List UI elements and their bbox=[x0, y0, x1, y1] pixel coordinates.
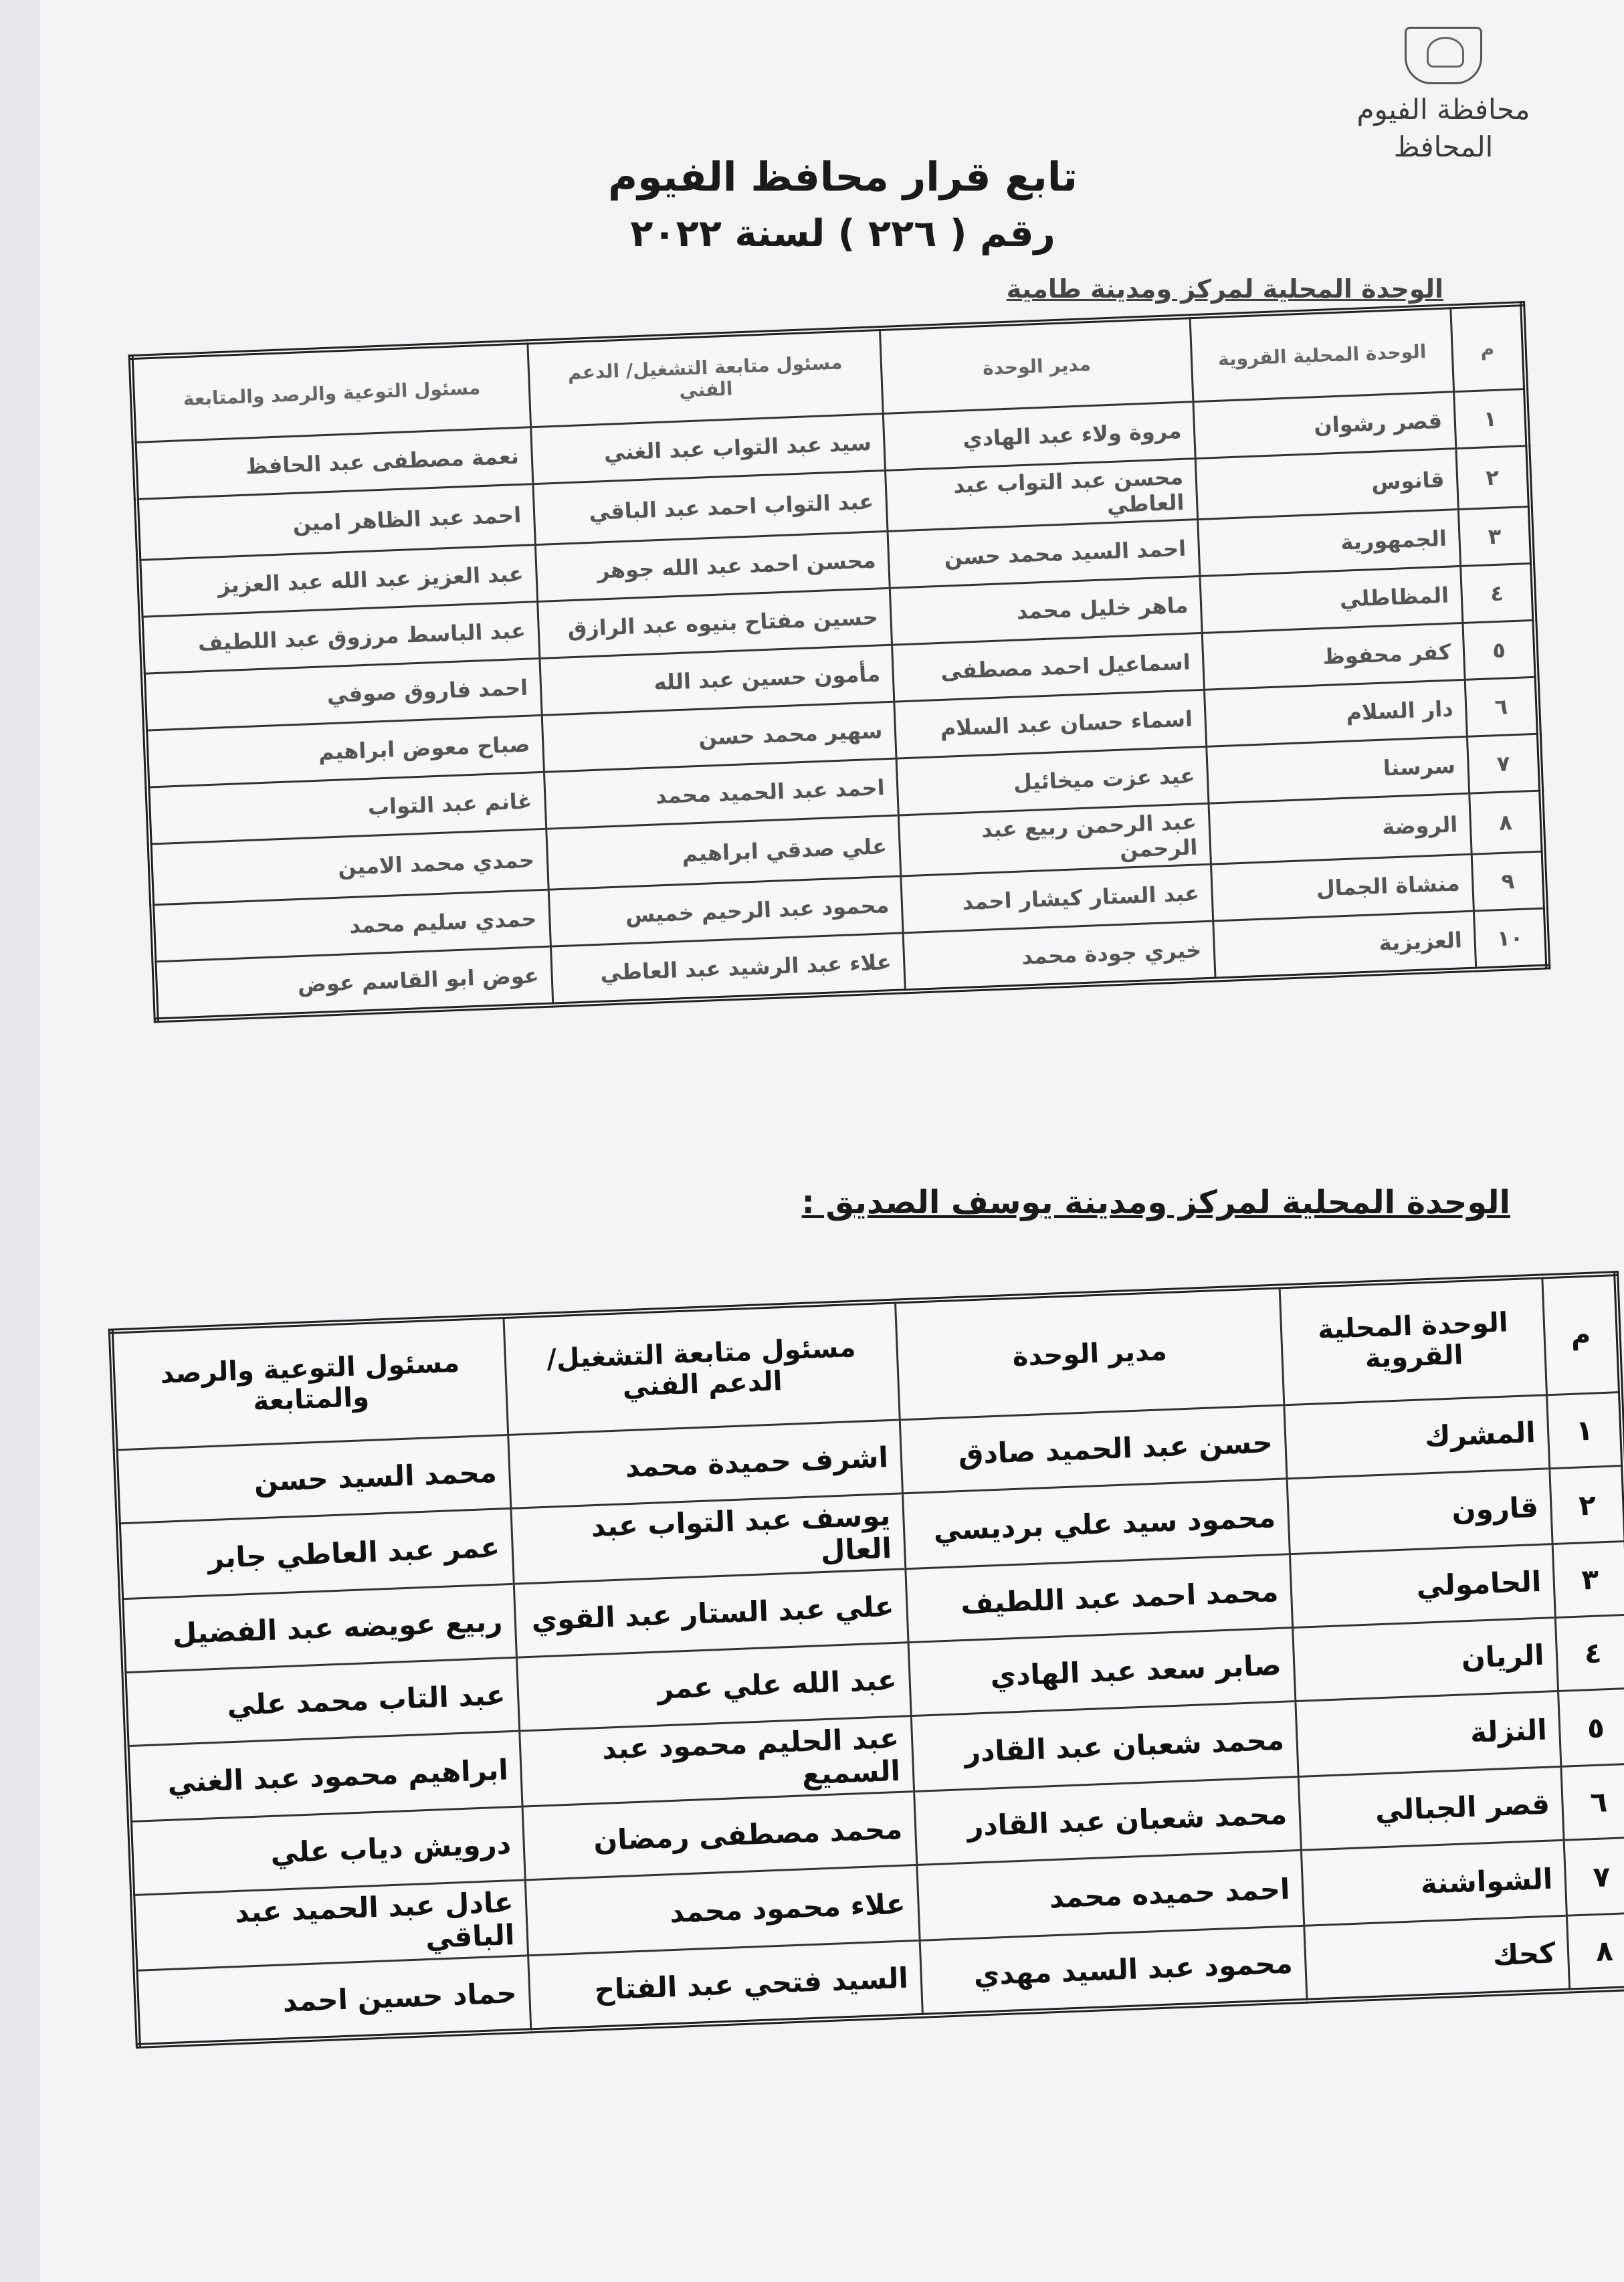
operation-officer-name: علاء محمود محمد bbox=[526, 1865, 920, 1955]
village-unit-name: قصر رشوان bbox=[1193, 392, 1456, 459]
operation-officer-name: سيد عبد التواب عبد الغني bbox=[531, 413, 886, 484]
letterhead bbox=[1310, 27, 1577, 181]
awareness-officer-name: عبد التاب محمد علي bbox=[124, 1657, 520, 1746]
unit-manager-name: مروة ولاء عبد الهادي bbox=[884, 402, 1196, 471]
table-body bbox=[116, 1392, 1624, 2046]
awareness-officer-name: حمدي سليم محمد bbox=[152, 890, 550, 962]
awareness-officer-name: عبد الباسط مرزوق عبد اللطيف bbox=[141, 602, 540, 674]
row-number: ٦ bbox=[1561, 1764, 1624, 1840]
village-unit-name: دار السلام bbox=[1205, 680, 1467, 746]
operation-officer-name: عبد الله علي عمر bbox=[517, 1643, 911, 1731]
col-awareness-header: مسئول التوعية والرصد والمتابعة bbox=[131, 342, 531, 442]
unit-manager-name: عيد عزت ميخائيل bbox=[896, 746, 1209, 815]
village-unit-name: الروضة bbox=[1209, 793, 1471, 864]
operation-officer-name: اشرف حميدة محمد bbox=[508, 1420, 902, 1508]
unit-manager-name: صابر سعد عبد الهادي bbox=[908, 1628, 1296, 1716]
operation-officer-name: سهير محمد حسن bbox=[542, 702, 896, 772]
row-number: ٥ bbox=[1463, 620, 1536, 680]
unit-manager-name: محمد شعبان عبد القادر bbox=[914, 1776, 1301, 1865]
operation-officer-name: علي صدقي ابراهيم bbox=[546, 815, 901, 890]
village-unit-name: العزيزية bbox=[1213, 911, 1476, 979]
awareness-officer-name: احمد عبد الظاهر امين bbox=[136, 484, 536, 560]
operation-officer-name: السيد فتحي عبد الفتاح bbox=[528, 1940, 922, 2031]
village-unit-name: منشاة الجمال bbox=[1211, 854, 1474, 921]
unit-manager-name: احمد حميده محمد bbox=[917, 1850, 1304, 1940]
row-number: ٥ bbox=[1558, 1688, 1624, 1766]
village-unit-name: قانوس bbox=[1195, 449, 1458, 520]
col-manager-header: مدير الوحدة bbox=[880, 316, 1194, 413]
row-number: ٢ bbox=[1550, 1465, 1624, 1544]
section-title-yousef-elseddik: الوحدة المحلية لمركز ومدينة يوسف الصديق : bbox=[801, 1184, 1510, 1221]
unit-manager-name: محمود عبد السيد مهدي bbox=[920, 1926, 1307, 2016]
village-unit-name: الحامولي bbox=[1290, 1544, 1556, 1628]
village-unit-name: المشرك bbox=[1284, 1395, 1550, 1479]
emblem-icon bbox=[1405, 27, 1482, 84]
unit-manager-name: محسن عبد التواب عبد العاطي bbox=[886, 459, 1198, 532]
awareness-officer-name: ربيع عويضه عبد الفضيل bbox=[121, 1584, 517, 1672]
village-unit-name: النزلة bbox=[1296, 1691, 1561, 1776]
row-number: ٤ bbox=[1556, 1615, 1624, 1691]
awareness-officer-name: عمر عبد العاطي جابر bbox=[118, 1508, 514, 1598]
awareness-officer-name: احمد فاروق صوفي bbox=[143, 658, 542, 730]
row-number: ٢ bbox=[1456, 445, 1530, 509]
row-number: ١ bbox=[1454, 389, 1528, 449]
row-number: ٣ bbox=[1459, 506, 1532, 566]
row-number: ٨ bbox=[1469, 791, 1544, 854]
col-awareness-header: مسئول التوعية والرصد والمتابعة bbox=[111, 1316, 508, 1450]
row-number: ٤ bbox=[1461, 563, 1534, 623]
village-unit-name: المظاطلي bbox=[1200, 566, 1463, 633]
awareness-officer-name: عوض ابو القاسم عوض bbox=[154, 946, 552, 1020]
awareness-officer-name: عادل عبد الحميد عبد الباقي bbox=[132, 1880, 528, 1970]
letterhead-governorate: محافظة الفيوم bbox=[1356, 93, 1530, 126]
awareness-officer-name: حمدي محمد الامين bbox=[150, 829, 549, 905]
section-title-tamiya: الوحدة المحلية لمركز ومدينة طامية bbox=[1006, 274, 1443, 304]
col-operation-header: مسئول متابعة التشغيل/ الدعم الفني bbox=[528, 328, 884, 427]
awareness-officer-name: عبد العزيز عبد الله عبد العزيز bbox=[138, 545, 537, 617]
village-unit-name: قارون bbox=[1287, 1469, 1552, 1554]
col-num-header: م bbox=[1451, 304, 1526, 392]
col-operation-header: مسئول متابعة التشغيل/ الدعم الفني bbox=[504, 1302, 900, 1435]
village-unit-name: الريان bbox=[1293, 1617, 1558, 1701]
unit-manager-name: محمد شعبان عبد القادر bbox=[911, 1701, 1298, 1792]
row-number: ١ bbox=[1547, 1392, 1623, 1469]
row-number: ٧ bbox=[1564, 1837, 1624, 1915]
unit-manager-name: محمد احمد عبد اللطيف bbox=[906, 1554, 1293, 1643]
operation-officer-name: علاء عبد الرشيد عبد العاطي bbox=[550, 933, 905, 1005]
table-body bbox=[134, 389, 1548, 1021]
unit-manager-name: خيري جودة محمد bbox=[903, 921, 1215, 991]
operation-officer-name: يوسف عبد التواب عبد العال bbox=[511, 1493, 905, 1584]
col-unit-header: الوحدة المحلية القروية bbox=[1190, 306, 1454, 401]
operation-officer-name: مأمون حسين عبد الله bbox=[540, 645, 894, 715]
village-unit-name: الجمهورية bbox=[1198, 510, 1461, 577]
document-page bbox=[40, 0, 1624, 2282]
col-manager-header: مدير الوحدة bbox=[895, 1286, 1284, 1419]
village-unit-name: كفر محفوظ bbox=[1202, 623, 1465, 690]
row-number: ٨ bbox=[1567, 1913, 1624, 1991]
village-unit-name: سرسنا bbox=[1207, 736, 1469, 803]
decree-title: تابع قرار محافظ الفيوم bbox=[608, 154, 1078, 201]
awareness-officer-name: صباح معوض ابراهيم bbox=[145, 715, 544, 787]
village-unit-name: قصر الجبالي bbox=[1298, 1766, 1564, 1850]
operation-officer-name: علي عبد الستار عبد القوي bbox=[514, 1569, 908, 1657]
awareness-officer-name: نعمة مصطفى عبد الحافظ bbox=[134, 427, 533, 500]
unit-manager-name: اسماء حسان عبد السلام bbox=[894, 690, 1207, 758]
col-unit-header: الوحدة المحلية القروية bbox=[1280, 1276, 1547, 1405]
row-number: ٩ bbox=[1471, 851, 1545, 911]
village-unit-name: الشواشنة bbox=[1302, 1840, 1567, 1926]
unit-manager-name: اسماعيل احمد مصطفى bbox=[892, 633, 1205, 702]
awareness-officer-name: ابراهيم محمود عبد الغني bbox=[127, 1731, 523, 1821]
table-tamiya bbox=[128, 301, 1551, 1023]
unit-manager-name: احمد السيد محمد حسن bbox=[888, 520, 1200, 589]
row-number: ٧ bbox=[1467, 734, 1541, 793]
unit-manager-name: محمود سيد علي برديسي bbox=[902, 1479, 1290, 1569]
unit-manager-name: عبد الرحمن ربيع عبد الرحمن bbox=[899, 803, 1211, 876]
awareness-officer-name: محمد السيد حسن bbox=[116, 1435, 512, 1523]
row-number: ٦ bbox=[1465, 677, 1538, 736]
awareness-officer-name: غانم عبد التواب bbox=[147, 772, 546, 844]
operation-officer-name: محسن احمد عبد الله جوهر bbox=[535, 531, 890, 601]
unit-manager-name: حسن عبد الحميد صادق bbox=[900, 1405, 1287, 1493]
awareness-officer-name: درويش دياب علي bbox=[130, 1806, 526, 1895]
row-number: ٣ bbox=[1553, 1541, 1624, 1617]
table-yousef-elseddik bbox=[108, 1271, 1624, 2049]
operation-officer-name: احمد عبد الحميد محمد bbox=[544, 758, 898, 829]
village-unit-name: كحك bbox=[1304, 1915, 1570, 2001]
decree-header bbox=[441, 147, 1244, 261]
letterhead-governor: المحافظ bbox=[1393, 130, 1494, 163]
operation-officer-name: محمود عبد الرحيم خميس bbox=[548, 876, 903, 946]
operation-officer-name: عبد التواب احمد عبد الباقي bbox=[533, 470, 888, 544]
unit-manager-name: عبد الستار كيشار احمد bbox=[901, 864, 1213, 933]
decree-number: رقم ( ٢٢٦ ) لسنة ٢٠٢٢ bbox=[630, 212, 1055, 255]
operation-officer-name: حسين مفتاح بنيوه عبد الرازق bbox=[538, 588, 892, 658]
row-number: ١٠ bbox=[1474, 908, 1548, 970]
awareness-officer-name: حماد حسين احمد bbox=[136, 1956, 532, 2046]
operation-officer-name: عبد الحليم محمود عبد السميع bbox=[520, 1716, 914, 1806]
operation-officer-name: محمد مصطفى رمضان bbox=[522, 1792, 916, 1880]
unit-manager-name: ماهر خليل محمد bbox=[890, 576, 1203, 645]
col-num-header: م bbox=[1542, 1273, 1621, 1395]
